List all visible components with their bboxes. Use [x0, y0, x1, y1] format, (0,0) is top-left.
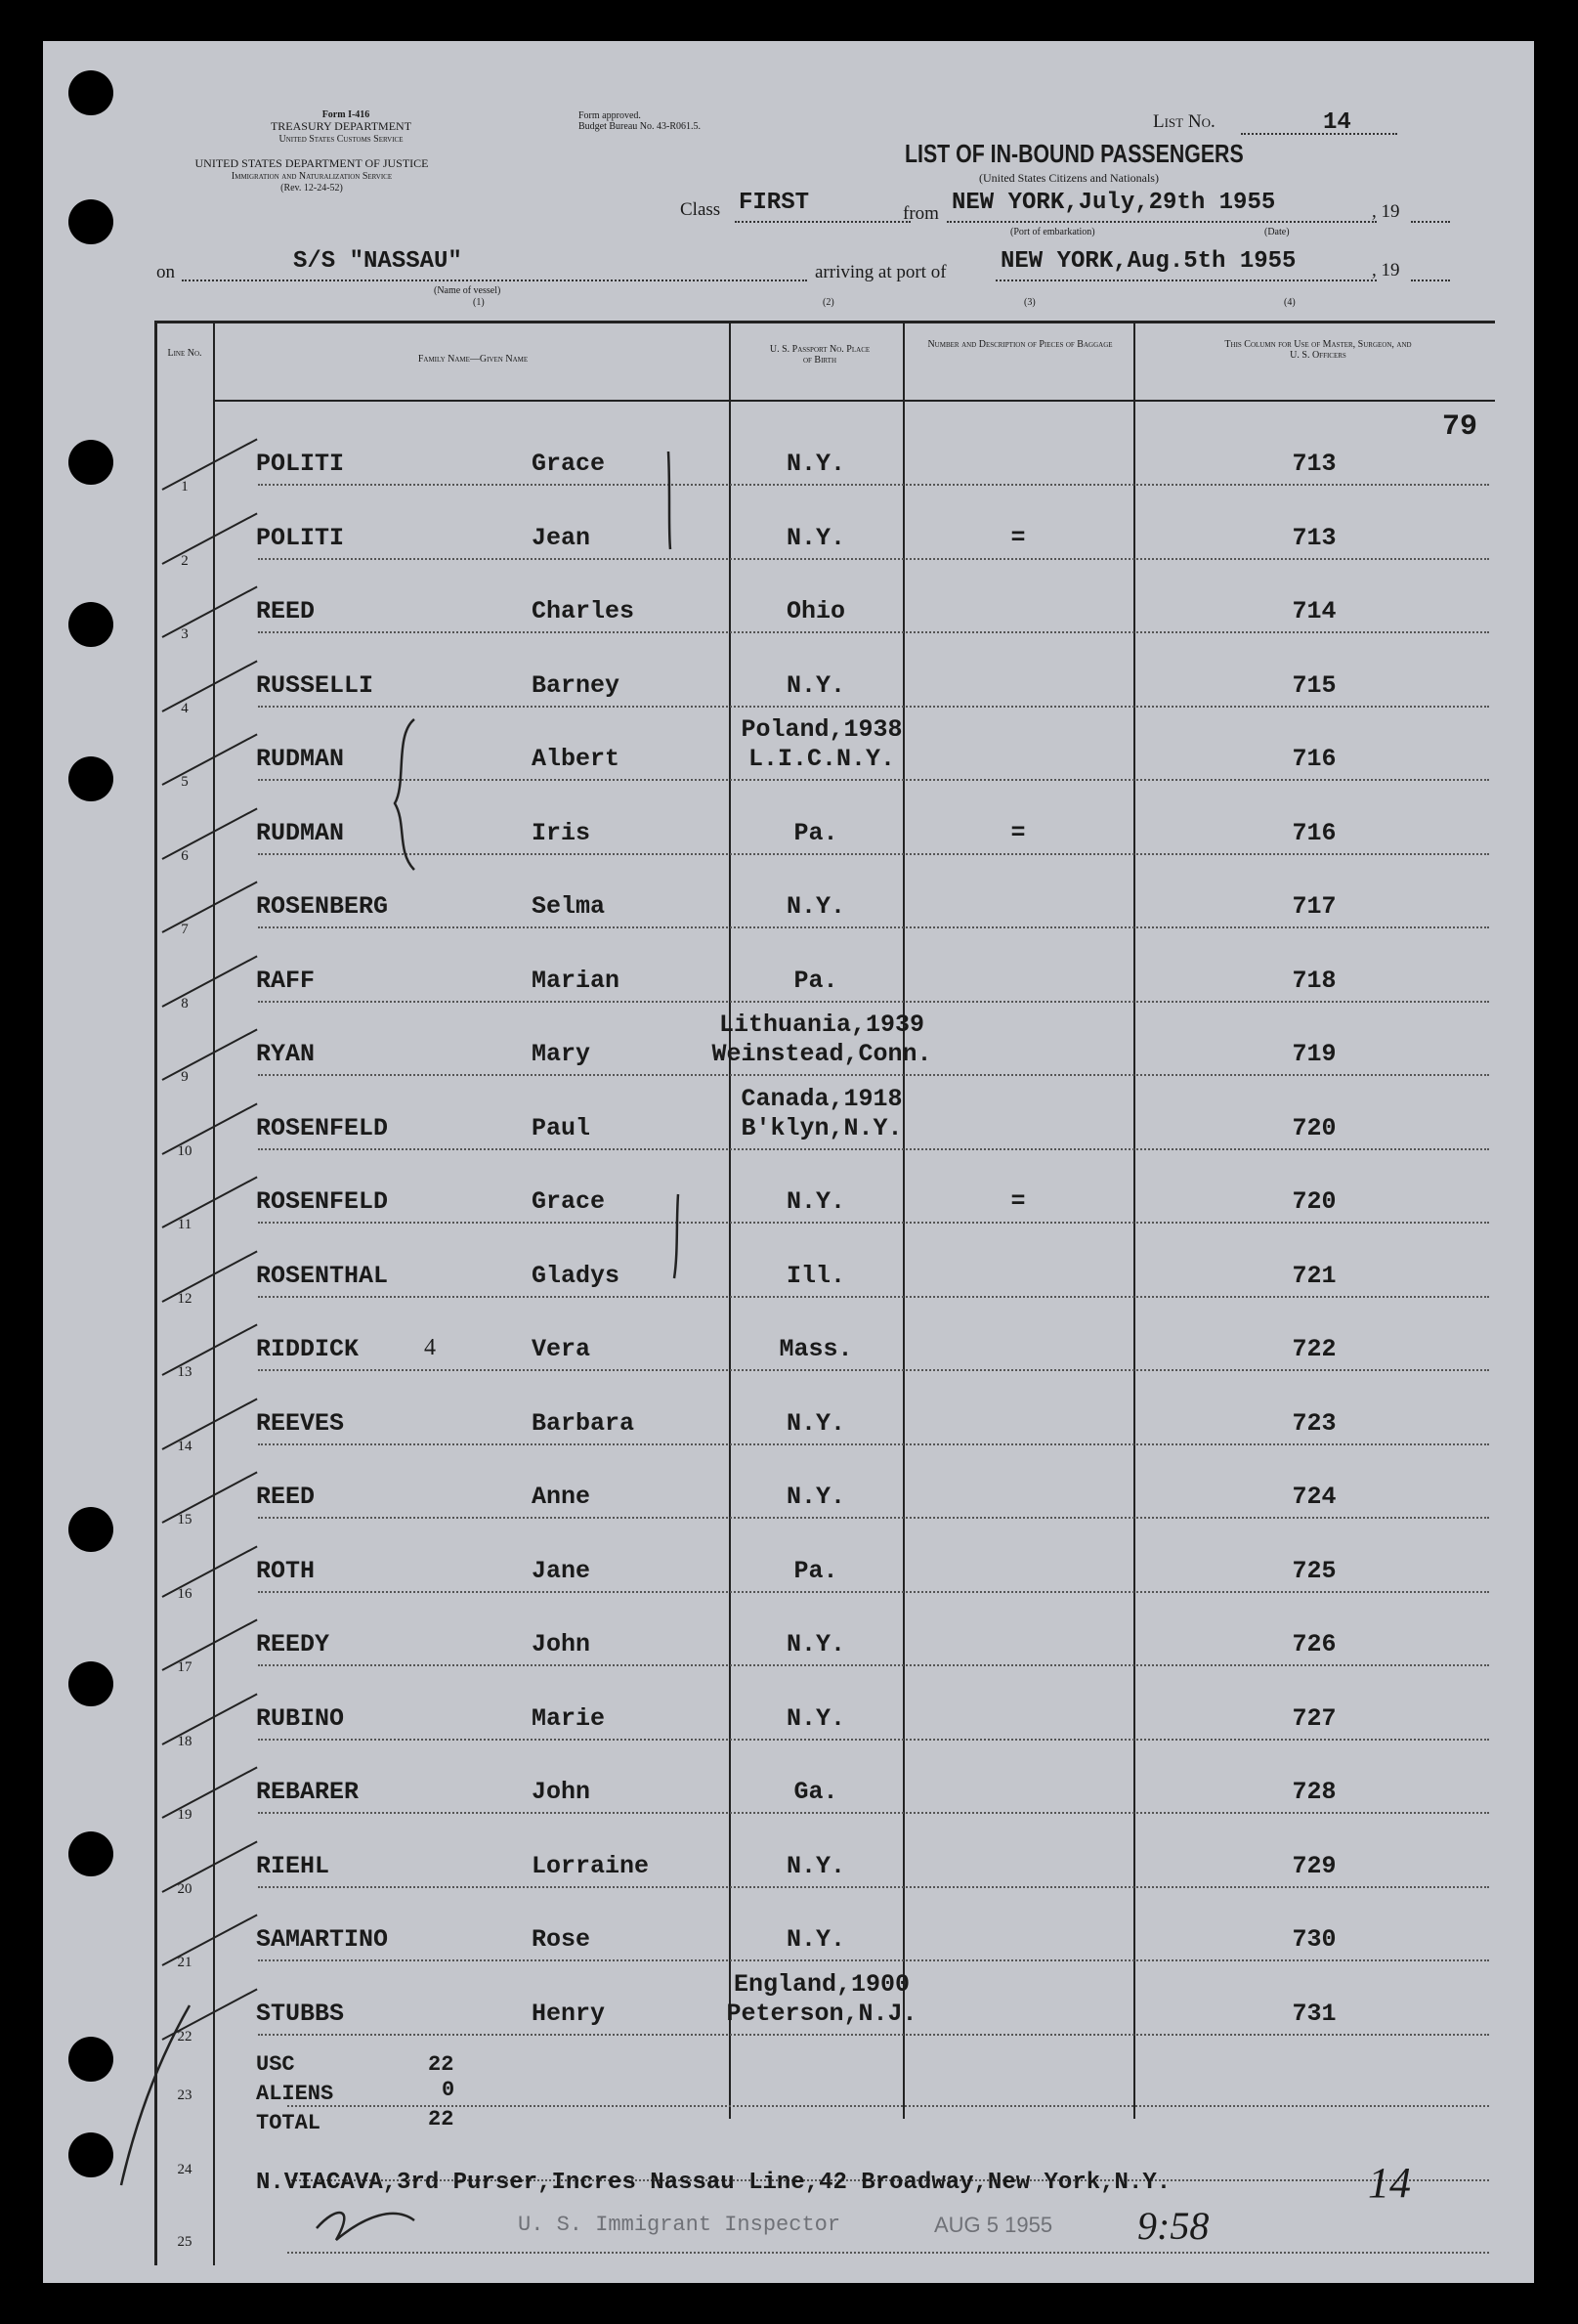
port-embark-note: (Port of embarkation) [1010, 227, 1095, 237]
family-name: RUDMAN [256, 818, 345, 847]
line-number: 4 [181, 700, 189, 716]
given-name: Barney [532, 670, 620, 700]
line-number: 19 [177, 1807, 192, 1823]
total-label-usc: USC [256, 2052, 295, 2077]
baggage-mark: = [1010, 818, 1026, 847]
place-of-birth: N.Y. [786, 523, 845, 552]
vessel-note: (Name of vessel) [434, 285, 501, 296]
total-value-usc: 22 [428, 2052, 454, 2077]
date-stamp: AUG 5 1955 [934, 2213, 1053, 2237]
line-number: 12 [177, 1290, 192, 1307]
col-num: (4) [1284, 297, 1296, 308]
place-of-birth: N.Y. [786, 1630, 845, 1658]
customs-service: United States Customs Service [278, 134, 404, 145]
place-of-birth: Pa. [793, 1556, 838, 1585]
inspector-stamp: U. S. Immigrant Inspector [518, 2213, 841, 2237]
family-name: ROSENFELD [256, 1113, 389, 1142]
family-name: RYAN [256, 1040, 316, 1068]
family-name: REEVES [256, 1408, 345, 1438]
line-number: 17 [177, 1659, 192, 1675]
place-of-birth: L.I.C.N.Y. [747, 745, 896, 773]
year-suffix: , 19 [1372, 260, 1400, 280]
page-title: LIST OF IN-BOUND PASSENGERS [905, 139, 1244, 168]
family-name: RAFF [256, 966, 316, 995]
family-name: RUBINO [256, 1703, 345, 1733]
pen-bracket [395, 719, 414, 870]
officer-number: 731 [1292, 1999, 1337, 2028]
class-value: FIRST [739, 190, 810, 216]
given-name: Lorraine [532, 1851, 650, 1880]
line-number: 20 [177, 1880, 192, 1897]
family-name: POLITI [256, 523, 345, 552]
officer-number: 713 [1292, 450, 1337, 478]
given-name: Henry [532, 1999, 606, 2028]
officer-number: 726 [1292, 1630, 1337, 1658]
given-name: Anne [532, 1483, 591, 1511]
given-name: Mary [532, 1040, 591, 1068]
officer-number: 718 [1292, 966, 1337, 995]
line-number: 24 [177, 2162, 192, 2177]
family-name: ROTH [256, 1556, 316, 1585]
officer-number: 720 [1292, 1187, 1337, 1216]
family-name: RIEHL [256, 1851, 330, 1880]
arriving-value: NEW YORK,Aug.5th 1955 [1001, 248, 1297, 275]
pen-initials [317, 2213, 414, 2240]
place-of-birth: N.Y. [786, 892, 845, 921]
purser-signature-line: N.VIACAVA,3rd Purser,Incres Nassau Line,42 Broadway,New York,N.Y. [256, 2170, 1172, 2196]
given-name: Iris [532, 818, 591, 847]
officer-number: 715 [1292, 670, 1337, 700]
officer-number: 714 [1292, 597, 1337, 625]
officer-number: 728 [1292, 1778, 1337, 1806]
family-name: ROSENBERG [256, 892, 389, 921]
place-of-birth: N.Y. [786, 1925, 845, 1954]
line-number: 16 [177, 1585, 192, 1602]
date-note: (Date) [1264, 227, 1290, 237]
line-number: 3 [181, 626, 189, 642]
place-of-birth: N.Y. [786, 670, 845, 700]
family-name: REEDY [256, 1630, 330, 1658]
baggage-mark: = [1010, 523, 1026, 552]
place-of-birth: N.Y. [786, 1408, 845, 1438]
given-name: Grace [532, 450, 606, 478]
from-value: NEW YORK,July,29th 1955 [952, 190, 1276, 216]
given-name: Vera [532, 1335, 591, 1363]
place-of-birth: England,1900 [733, 1969, 911, 1999]
form-approved: Form approved. [578, 110, 641, 121]
given-name: Grace [532, 1187, 606, 1216]
col-header-officers: This Column for Use of Master, Surgeon, and U. S. Officers [1224, 339, 1412, 361]
ins: Immigration and Naturalization Service [231, 171, 393, 182]
line-number: 13 [177, 1364, 192, 1380]
col-num: (3) [1024, 297, 1036, 308]
given-name: Paul [532, 1113, 591, 1142]
given-name: Charles [532, 597, 635, 625]
line-number: 18 [177, 1733, 192, 1749]
line-number: 25 [177, 2234, 192, 2250]
given-name: Rose [532, 1925, 591, 1954]
officer-number: 721 [1292, 1261, 1337, 1290]
place-of-birth: Ga. [793, 1778, 838, 1806]
officer-number: 730 [1292, 1925, 1337, 1954]
officer-number: 719 [1292, 1040, 1337, 1068]
family-name: RUDMAN [256, 745, 345, 773]
line-number: 7 [181, 922, 189, 937]
line-number: 14 [177, 1438, 192, 1454]
officer-number: 723 [1292, 1408, 1337, 1438]
page-subtitle: (United States Citizens and Nationals) [979, 171, 1159, 185]
baggage-mark: = [1010, 1187, 1026, 1216]
total-label-aliens: ALIENS [256, 2082, 334, 2106]
line-number: 6 [181, 847, 189, 864]
total-label-total: TOTAL [256, 2111, 321, 2135]
place-of-birth: B'klyn,N.Y. [741, 1113, 903, 1142]
officer-number: 722 [1292, 1335, 1337, 1363]
given-name: John [532, 1778, 591, 1806]
col-header-passport: U. S. Passport No. Place of Birth [769, 344, 871, 366]
given-name: Marian [532, 966, 620, 995]
line-number: 8 [181, 995, 189, 1011]
form-sheet [43, 41, 1534, 2283]
family-name: REBARER [256, 1778, 360, 1806]
officer-number: 729 [1292, 1851, 1337, 1880]
row-note: 4 [424, 1335, 436, 1360]
line-number: 22 [177, 2028, 192, 2044]
family-name: POLITI [256, 450, 345, 478]
handwritten-time: 9:58 [1137, 2204, 1210, 2248]
officer-number: 713 [1292, 523, 1337, 552]
place-of-birth: N.Y. [786, 1703, 845, 1733]
family-name: RIDDICK [256, 1335, 360, 1363]
total-value-aliens: 0 [442, 2078, 455, 2102]
class-label: Class [680, 199, 721, 220]
total-value-total: 22 [428, 2107, 454, 2131]
given-name: Barbara [532, 1408, 635, 1438]
handwritten-page: 14 [1368, 2159, 1411, 2207]
given-name: Gladys [532, 1261, 620, 1290]
place-of-birth: Pa. [793, 818, 838, 847]
officer-number: 725 [1292, 1556, 1337, 1585]
line-number: 9 [181, 1069, 189, 1085]
place-of-birth: Poland,1938 [741, 715, 903, 744]
line-number: 23 [177, 2087, 192, 2103]
pen-marks [43, 41, 1534, 2283]
place-of-birth: Canada,1918 [741, 1084, 903, 1113]
family-name: RUSSELLI [256, 670, 374, 700]
treasury-dept: TREASURY DEPARTMENT [270, 119, 412, 133]
line-number: 21 [177, 1955, 192, 1970]
line-number: 2 [181, 552, 189, 569]
place-of-birth: Mass. [779, 1335, 853, 1363]
family-name: ROSENFELD [256, 1187, 389, 1216]
col-header-baggage: Number and Description of Pieces of Baggage [927, 339, 1113, 350]
revision: (Rev. 12-24-52) [280, 183, 343, 194]
list-no-value: 14 [1323, 109, 1351, 136]
officer-number: 717 [1292, 892, 1337, 921]
family-name: REED [256, 1483, 316, 1511]
place-of-birth: N.Y. [786, 450, 845, 478]
given-name: Jane [532, 1556, 591, 1585]
pen-check [121, 2005, 190, 2185]
justice-dept: UNITED STATES DEPARTMENT OF JUSTICE [194, 156, 429, 170]
list-no-label: List No. [1153, 111, 1215, 132]
given-name: Albert [532, 745, 620, 773]
place-of-birth: N.Y. [786, 1851, 845, 1880]
pen-bracket [668, 452, 670, 549]
line-number: 10 [177, 1142, 192, 1159]
family-name: SAMARTINO [256, 1925, 389, 1954]
vessel-value: S/S "NASSAU" [293, 248, 462, 275]
given-name: Jean [532, 523, 591, 552]
line-number: 15 [177, 1512, 192, 1528]
given-name: Selma [532, 892, 606, 921]
place-of-birth: N.Y. [786, 1187, 845, 1216]
officer-number: 716 [1292, 745, 1337, 773]
from-label: from [903, 203, 939, 224]
col-header-line: Line No. [167, 348, 202, 359]
family-name: ROSENTHAL [256, 1261, 389, 1290]
col-header-name: Family Name—Given Name [417, 354, 529, 365]
form-number: Form I-416 [321, 109, 370, 120]
pen-bracket [674, 1194, 678, 1278]
place-of-birth: Ohio [786, 597, 845, 625]
place-of-birth: Peterson,N.J. [726, 1999, 917, 2028]
line-number: 5 [181, 774, 189, 790]
officer-number: 727 [1292, 1703, 1337, 1733]
place-of-birth: Pa. [793, 966, 838, 995]
officer-number: 720 [1292, 1113, 1337, 1142]
officer-number: 716 [1292, 818, 1337, 847]
officer-number: 724 [1292, 1483, 1337, 1511]
arriving-label: arriving at port of [815, 262, 947, 282]
place-of-birth: Weinstead,Conn. [711, 1040, 932, 1068]
place-of-birth: Ill. [786, 1261, 845, 1290]
given-name: Marie [532, 1703, 606, 1733]
place-of-birth: N.Y. [786, 1483, 845, 1511]
line-number: 11 [177, 1217, 192, 1232]
family-name: STUBBS [256, 1999, 345, 2028]
budget-bureau: Budget Bureau No. 43-R061.5. [578, 121, 701, 132]
line-number: 1 [181, 479, 189, 495]
col-num: (2) [823, 297, 834, 308]
given-name: John [532, 1630, 591, 1658]
sheet-number: 79 [1442, 410, 1478, 444]
family-name: REED [256, 597, 316, 625]
on-label: on [156, 262, 175, 282]
place-of-birth: Lithuania,1939 [718, 1011, 925, 1039]
year-suffix: , 19 [1372, 201, 1400, 222]
vessel-note-num: (1) [473, 297, 485, 308]
